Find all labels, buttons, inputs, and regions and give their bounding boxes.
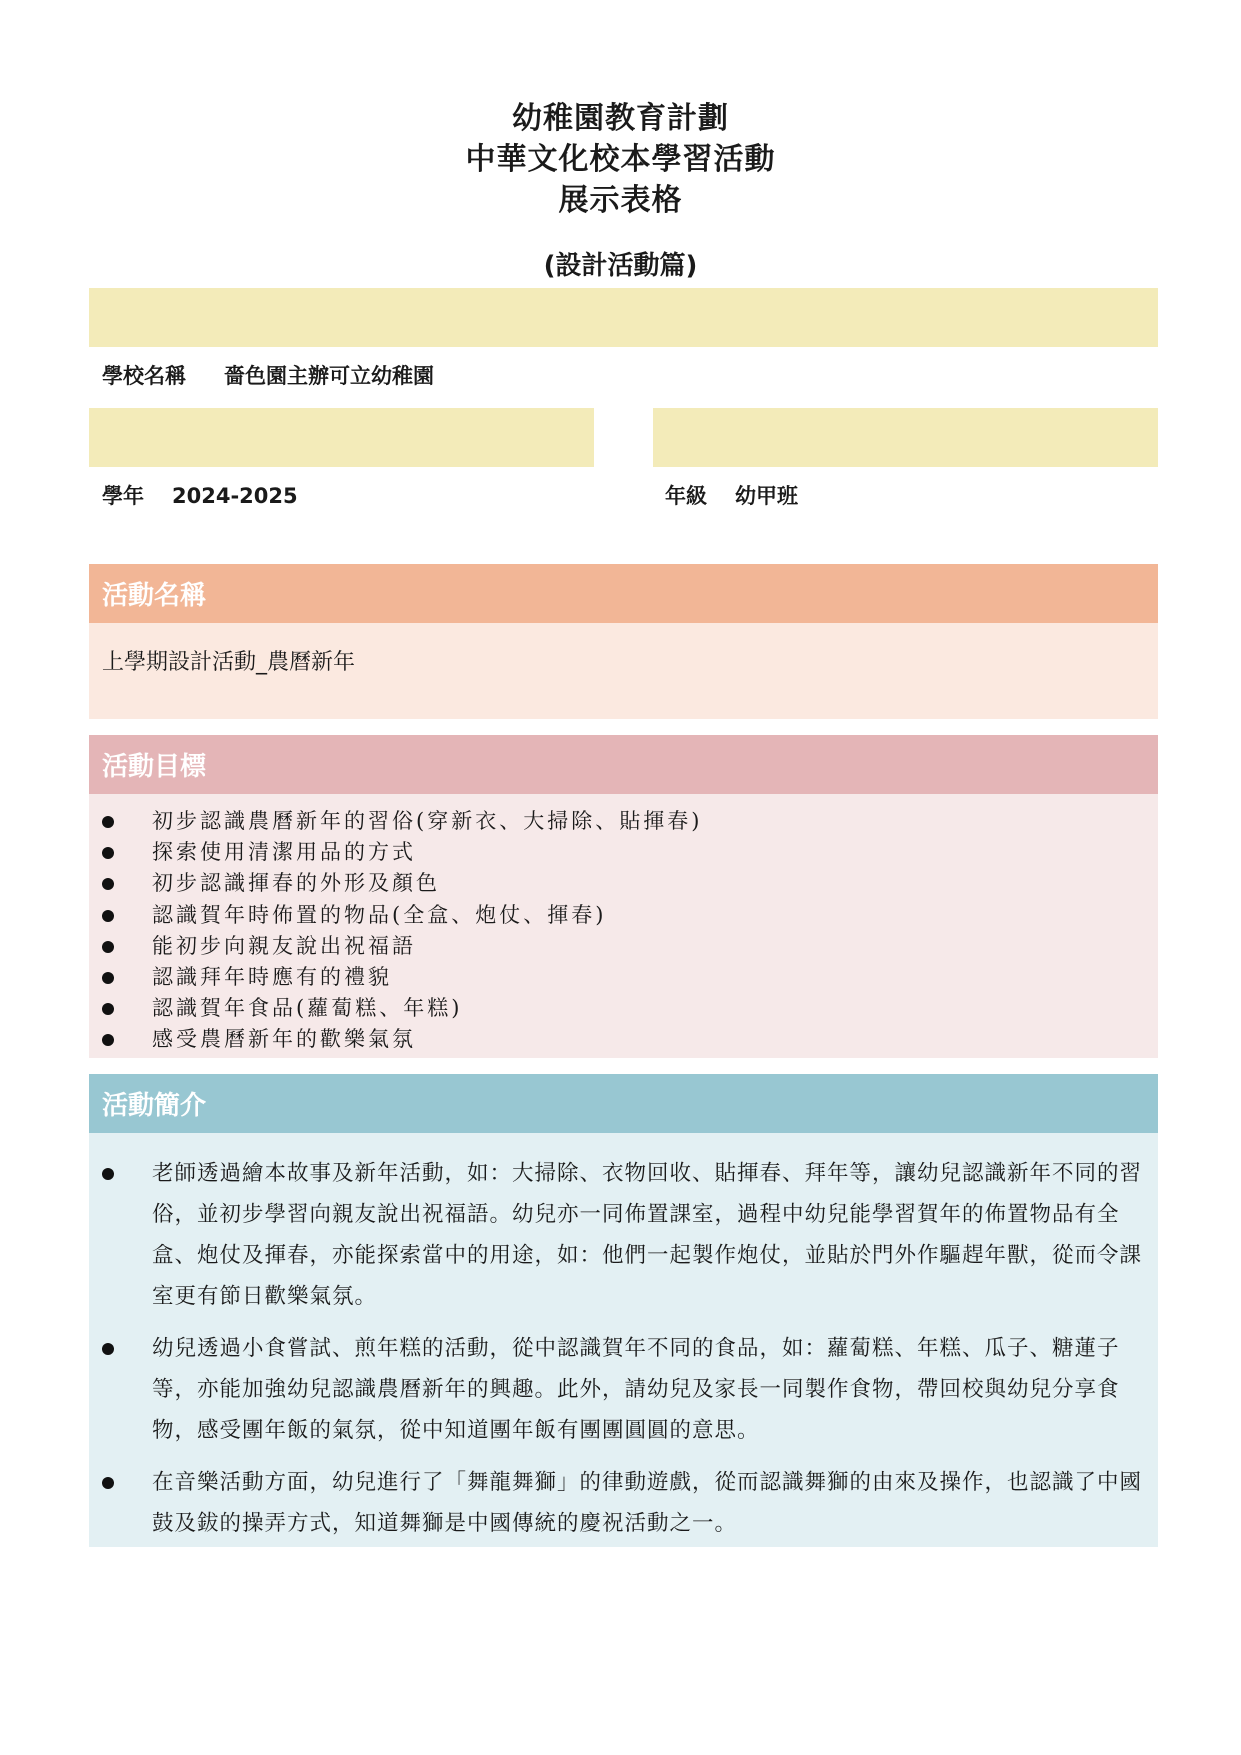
title-line-1: 幼稚園教育計劃: [512, 101, 729, 136]
list-item: [89, 900, 702, 931]
goal-text: 初步認識農曆新年的習俗(穿新衣、大掃除、貼揮春): [152, 809, 703, 833]
goal-text: 認識賀年時佈置的物品(全盒、炮仗、揮春): [152, 902, 607, 927]
goal-text: 初步認識揮春的外形及顏色: [152, 871, 440, 896]
goal-text: 探索使用清潔用品的方式: [152, 840, 416, 865]
school-year-field: [102, 480, 298, 510]
activity-goals-heading: 活動目標: [89, 735, 1158, 794]
school-year-band: [89, 408, 594, 467]
school-year-label: 學年: [102, 484, 144, 508]
title-line-3: 展示表格: [558, 183, 683, 218]
list-item: [89, 1328, 1158, 1451]
list-item: [89, 931, 702, 962]
bullet-icon: [102, 1477, 114, 1489]
activity-intro-list: [89, 1153, 1158, 1555]
school-year-value: 2024-2025: [172, 484, 298, 508]
list-item: [89, 1153, 1158, 1317]
list-item: [89, 868, 702, 899]
bullet-icon: [102, 972, 114, 984]
activity-goals-body: [89, 794, 1158, 1058]
bullet-icon: [102, 941, 114, 953]
activity-name-heading: 活動名稱: [89, 564, 1158, 623]
school-name-label: 學校名稱: [102, 364, 186, 388]
activity-goals-list: [89, 806, 702, 1056]
document-subtitle: (設計活動篇): [543, 251, 698, 281]
bullet-icon: [102, 1168, 114, 1180]
list-item: [89, 1024, 702, 1055]
grade-label: 年級: [665, 484, 707, 508]
list-item: [89, 962, 702, 993]
intro-paragraph: 老師透過繪本故事及新年活動，如：大掃除、衣物回收、貼揮春、拜年等，讓幼兒認識新年不同的習俗，並初步學習向親友說出祝福語。幼兒亦一同佈置課室，過程中幼兒能學習賀年的佈置物品有全盒、炮仗及揮春，亦能探索當中的用途，如：他們一起製作炮仗，並貼於門外作驅趕年獸，從而令課室更有節日歡樂氣氛。: [152, 1161, 1143, 1309]
title-line-2: 中華文化校本學習活動: [465, 142, 776, 177]
document-title: [0, 98, 1241, 221]
bullet-icon: [102, 878, 114, 890]
grade-band: [653, 408, 1158, 467]
school-name-field: [102, 360, 434, 390]
bullet-icon: [102, 1034, 114, 1046]
school-name-value: 嗇色園主辦可立幼稚園: [224, 364, 434, 388]
activity-intro-body: [89, 1133, 1158, 1547]
list-item: [89, 806, 702, 837]
bullet-icon: [102, 910, 114, 922]
list-item: [89, 1462, 1158, 1544]
grade-field: [665, 480, 798, 510]
grade-value: 幼甲班: [735, 484, 798, 508]
goal-text: 感受農曆新年的歡樂氣氛: [152, 1027, 416, 1052]
bullet-icon: [102, 1343, 114, 1355]
intro-paragraph: 在音樂活動方面，幼兒進行了「舞龍舞獅」的律動遊戲，從而認識舞獅的由來及操作，也認識了中國鼓及鈸的操弄方式，知道舞獅是中國傳統的慶祝活動之一。: [152, 1470, 1143, 1536]
bullet-icon: [102, 847, 114, 859]
goal-text: 認識賀年食品(蘿蔔糕、年糕): [152, 996, 463, 1021]
bullet-icon: [102, 816, 114, 828]
intro-paragraph: 幼兒透過小食嘗試、煎年糕的活動，從中認識賀年不同的食品，如：蘿蔔糕、年糕、瓜子、糖蓮子等，亦能加強幼兒認識農曆新年的興趣。此外，請幼兒及家長一同製作食物，帶回校與幼兒分享食物，感受團年飯的氣氛，從中知道團年飯有團團圓圓的意思。: [152, 1336, 1120, 1443]
school-name-band: [89, 288, 1158, 347]
activity-intro-heading: 活動簡介: [89, 1074, 1158, 1133]
list-item: [89, 993, 702, 1024]
bullet-icon: [102, 1003, 114, 1015]
activity-name-body: [89, 623, 1158, 719]
goal-text: 認識拜年時應有的禮貌: [152, 964, 392, 989]
list-item: [89, 837, 702, 868]
activity-name-text: 上學期設計活動_農曆新年: [102, 650, 356, 675]
goal-text: 能初步向親友說出祝福語: [152, 933, 416, 958]
